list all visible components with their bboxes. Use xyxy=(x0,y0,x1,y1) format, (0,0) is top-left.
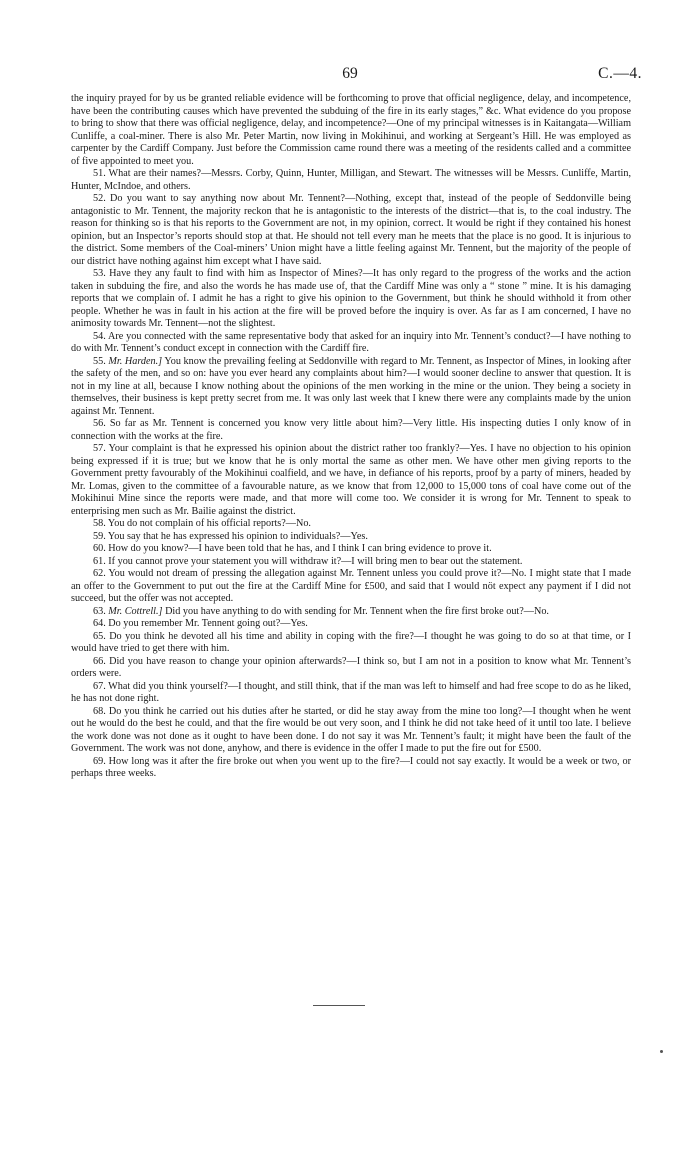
paragraph xyxy=(71,618,631,631)
paragraph-text: 56. So far as Mr. Tennent is concerned you know very little about him?—Very little. His inspecting duties I only know of in connection with the works at the fire. xyxy=(71,418,631,442)
speaker-name: Mr. Cottrell.] xyxy=(108,605,163,617)
paragraph-text: 61. If you cannot prove your statement you will withdraw it?—I will bring men to bear out the statement. xyxy=(93,555,523,567)
paragraph xyxy=(71,356,631,419)
paragraph xyxy=(71,418,631,443)
document-reference: C.—4. xyxy=(598,65,642,82)
paragraph xyxy=(71,543,631,556)
speaker-name: Mr. Harden.] xyxy=(108,355,163,367)
paragraph xyxy=(71,268,631,331)
paragraph xyxy=(71,681,631,706)
paragraph-text: 68. Do you think he carried out his duties after he started, or did he stay away from the mine too long?—I thought when he went out he would do the best he could, and that the fire would be out very soon, and I think he did not take heed of it until too late. I believe the work done was not done as it ought to have been done. I do not say it was Mr. Tennent’s fault; it might have been the fault of the Government. The work was not done, anyhow, and there is evidence in the offer I made to put the fire out for £500. xyxy=(71,705,631,754)
paragraph-text: 58. You do not complain of his official reports?—No. xyxy=(93,518,311,529)
paragraph-text: 54. Are you connected with the same representative body that asked for an inquiry into Mr. Tennent’s conduct?—I have nothing to do with Mr. Tennent’s conduct except in connection with the Cardiff fire. xyxy=(71,330,631,354)
page-number: 69 xyxy=(342,65,358,82)
question-number: 63. xyxy=(93,605,109,617)
paragraph-text: 59. You say that he has expressed his opinion to individuals?—Yes. xyxy=(93,530,368,542)
paragraph-text: 57. Your complaint is that he expressed his opinion about the district rather too frankly?—Yes. I have no objection to his opinion being expressed if it is true; but we know that he is only mortal the same as other men. We have other men giving reports to the Government pretty favourably of the Mokihinui coalfield, and we have, in defiance of his reports, proof by a party of miners, headed by Mr. Lomas, given to the committee of a favourable nature, as we know that from 12,000 to 15,000 tons of coal have come out of the Mokihinui Mine since the reports were made, and that more will come too. We consider it is wrong for Mr. Tennent to speak to enterprising men such as Mr. Bailie against the district. xyxy=(71,443,631,517)
page-header xyxy=(0,64,700,84)
paragraph-text: 65. Do you think he devoted all his time and ability in coping with the fire?—I thought he was going to do so at that time, or I would have tried to get there with him. xyxy=(71,630,631,654)
paragraph-text: 51. What are their names?—Messrs. Corby, Quinn, Hunter, Milligan, and Stewart. The witnesses will be Messrs. Cunliffe, Martin, Hunter, McIndoe, and others. xyxy=(71,168,631,192)
paragraph-text: 67. What did you think yourself?—I thought, and still think, that if the man was left to himself and had free scope to do as he liked, he has not done right. xyxy=(71,680,631,704)
paragraph-text: Did you have anything to do with sending for Mr. Tennent when the fire first broke out?—No. xyxy=(162,605,549,617)
paragraph-text: 64. Do you remember Mr. Tennent going out?—Yes. xyxy=(93,618,308,629)
end-rule xyxy=(313,1005,365,1006)
paragraph-text: the inquiry prayed for by us be granted reliable evidence will be forthcoming to prove that official negligence, delay, and incompetence, have been the contributing causes which have prevented the subduing of the fire in its early stages,” &c. What evidence do you propose to bring to show that there was official negligence, delay, and incompetence?—One of my principal witnesses is in Kaitangata—William Cunliffe, a coal-miner. There is also Mr. Peter Martin, now living in Mokihinui, and working at Sergeant’s Hill. He was employed as carpenter by the Cardiff Company. Just before the Commission came round there was a meeting of the residents called and a committee of five appointed to meet you. xyxy=(71,93,631,167)
paragraph xyxy=(71,531,631,544)
paragraph-text: 62. You would not dream of pressing the allegation against Mr. Tennent unless you could prove it?—No. I might state that I made an offer to the Government to put out the fire at the Cardiff Mine for £500, and said that I would nöt expect any payment if I did not succeed, but the offer was not accepted. xyxy=(71,568,631,604)
paragraph xyxy=(71,331,631,356)
paragraph xyxy=(71,93,631,168)
paragraph xyxy=(71,568,631,606)
paragraph-text: 53. Have they any fault to find with him as Inspector of Mines?—It has only regard to the progress of the works and the action taken in subduing the fire, and also the words he has made use of, that the Cardiff Mine was only a “ stone ” mine. It is his damaging reports that we complain of. I admit he has a right to give his opinion to the Government, but think he should withhold it from other people. Whether he was in fault in his action at the fire will be proved before the inquiry is over. As far as I am concerned, I have no animosity towards Mr. Tennent—not the slightest. xyxy=(71,268,631,329)
paragraph-text: You know the prevailing feeling at Seddonville with regard to Mr. Tennent, as Inspector of Mines, in looking after the safety of the men, and so on: have you ever heard any complaints about him?—I would sooner decline to answer that question. It is not in my line at all, because I know nothing about the opinions of the men working in the mine or the union. They being a society in themselves, their business is kept pretty secret from me. It was only last week that I knew there were any complaints made by the union against Mr. Tennent. xyxy=(71,355,632,417)
paragraph-text: 52. Do you want to say anything now about Mr. Tennent?—Nothing, except that, instead of the people of Seddonville being antagonistic to Mr. Tennent, the majority reckon that he is antagonistic to the interests of the district—that is, to the coal industry. The reason for thinking so is that his reports to the Government are not, in my opinion, correct. It would be right if they contained his honest opinion, but an Inspector’s reports should stop at that. He should not tell every man he meets that the place is no good. It is injurious to the district. Some members of the Coal-miners’ Union might have a little feeling against Mr. Tennent, but the majority of the people of our district have nothing against him except what I have said. xyxy=(71,193,631,267)
paragraph xyxy=(71,706,631,756)
document-body xyxy=(71,93,631,781)
paragraph xyxy=(71,556,631,569)
paragraph xyxy=(71,193,631,268)
paragraph-text: 66. Did you have reason to change your opinion afterwards?—I think so, but I am not in a position to know what Mr. Tennent’s orders were. xyxy=(71,655,631,679)
paragraph xyxy=(71,518,631,531)
paragraph-text: 60. How do you know?—I have been told that he has, and I think I can bring evidence to prove it. xyxy=(93,543,492,554)
paragraph-text: 69. How long was it after the fire broke out when you went up to the fire?—I could not say exactly. It would be a week or two, or perhaps three weeks. xyxy=(71,755,631,779)
question-number: 55. xyxy=(93,355,109,367)
paragraph xyxy=(71,168,631,193)
margin-mark xyxy=(660,1050,663,1053)
paragraph xyxy=(71,631,631,656)
paragraph xyxy=(71,443,631,518)
paragraph xyxy=(71,656,631,681)
paragraph xyxy=(71,606,631,619)
paragraph xyxy=(71,756,631,781)
